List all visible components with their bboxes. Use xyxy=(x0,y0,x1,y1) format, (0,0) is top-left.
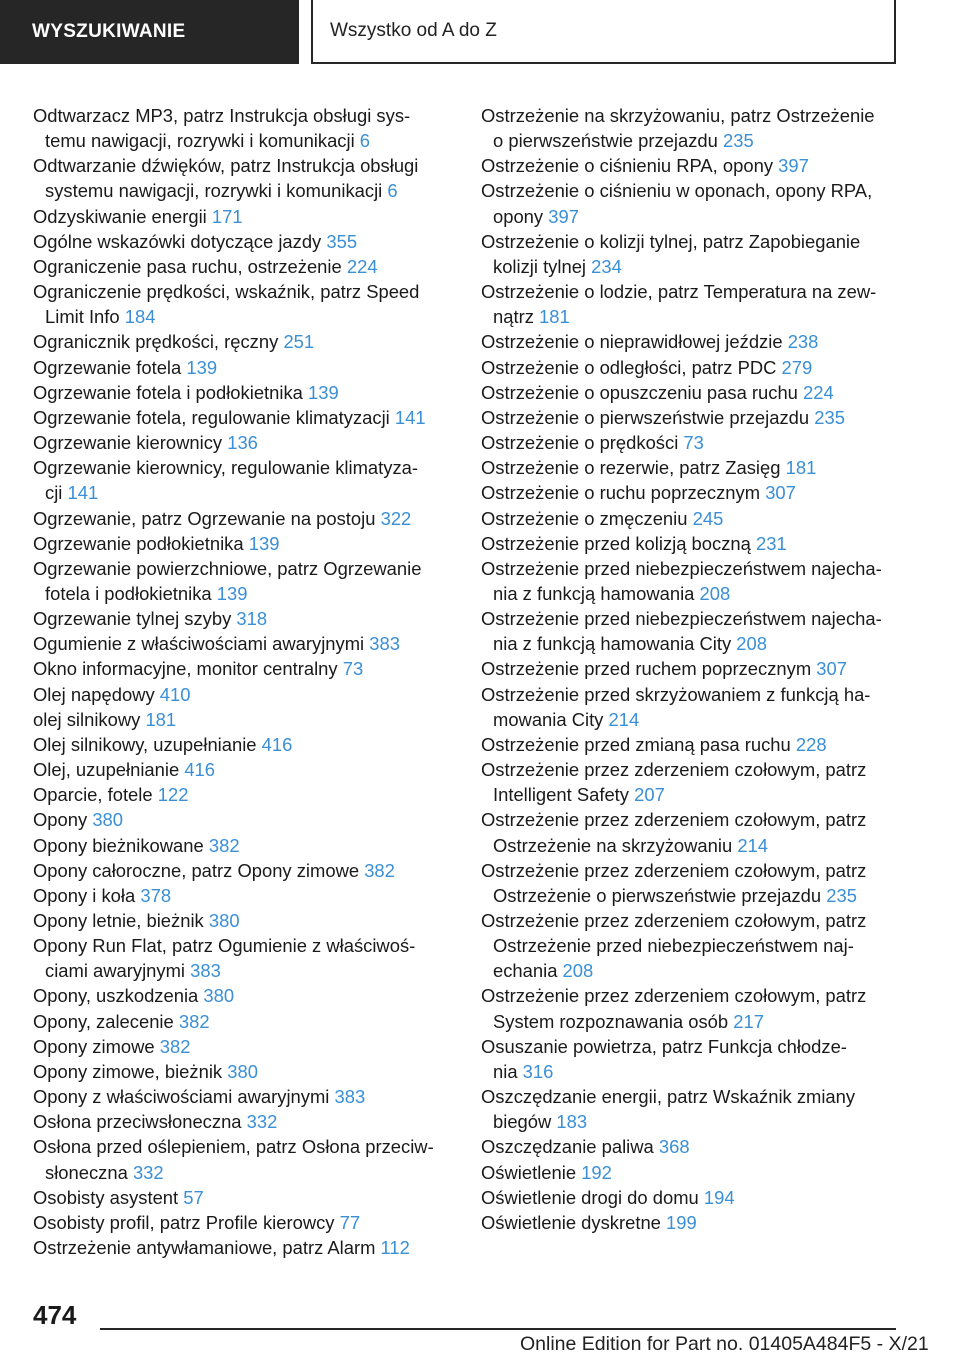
page-reference-link[interactable]: 208 xyxy=(736,633,767,655)
index-entry-text: Odtwarzacz MP3, patrz Instrukcja obsługi sys- xyxy=(33,105,411,126)
page-reference-link[interactable]: 181 xyxy=(145,708,177,730)
page-number: 474 xyxy=(33,1300,77,1330)
index-entry-text: Opony, zalecenie xyxy=(33,1010,174,1032)
page-reference-link[interactable]: 332 xyxy=(246,1111,278,1133)
index-entry-text: Ogrzewanie, patrz Ogrzewanie na postoju xyxy=(33,507,376,529)
index-entry-text: Ogrzewanie podłokietnika xyxy=(33,532,244,554)
page-reference-link[interactable]: 208 xyxy=(699,582,731,604)
index-entry-text: olej silnikowy xyxy=(33,708,141,730)
index-entry xyxy=(481,178,901,228)
index-entry-text: nia z funkcją hamowania xyxy=(493,582,695,604)
index-entry xyxy=(481,229,901,279)
index-entry-text: cji xyxy=(45,482,63,504)
page-reference-link[interactable]: 380 xyxy=(227,1060,258,1082)
page-reference-link[interactable]: 380 xyxy=(203,985,235,1007)
index-entry-text: Ostrzeżenie na skrzyżowaniu xyxy=(493,834,733,856)
page-reference-link[interactable]: 382 xyxy=(159,1035,191,1057)
page-reference-link[interactable]: 355 xyxy=(326,230,358,252)
page-reference-link[interactable]: 238 xyxy=(787,331,819,353)
index-entry-text: Osłona przed oślepieniem, patrz Osłona przeciw- xyxy=(33,1136,434,1158)
index-entry xyxy=(33,807,463,832)
index-entry-text: Odtwarzanie dźwięków, patrz Instrukcja obsługi xyxy=(33,155,419,177)
index-entry-text: nia z funkcją hamowania City xyxy=(493,633,732,655)
index-entry xyxy=(481,983,901,1033)
index-entry-text: Oświetlenie xyxy=(481,1161,577,1183)
index-entry xyxy=(33,405,463,430)
index-entry xyxy=(33,153,463,203)
page-reference-link[interactable]: 139 xyxy=(186,356,218,378)
index-entry-text: Opony i koła xyxy=(33,884,136,906)
index-entry xyxy=(481,103,901,153)
index-entry-text: Ostrzeżenie o prędkości xyxy=(481,432,679,454)
page-reference-link[interactable]: 245 xyxy=(692,507,724,529)
page-reference-link[interactable]: 397 xyxy=(548,205,579,227)
index-entry-text: nątrz xyxy=(493,306,534,328)
index-entry xyxy=(33,606,463,631)
page-reference-link[interactable]: 251 xyxy=(283,331,315,353)
page-reference-link[interactable]: 410 xyxy=(159,683,191,705)
index-entry-text: Opony xyxy=(33,809,88,831)
index-entry-text: echania xyxy=(493,960,558,982)
index-column-left xyxy=(33,103,463,1260)
index-entry xyxy=(481,480,901,505)
index-entry xyxy=(33,631,463,656)
page-reference-link[interactable]: 139 xyxy=(248,532,280,554)
page-reference-link[interactable]: 235 xyxy=(826,884,857,906)
page-reference-link[interactable]: 207 xyxy=(634,784,665,806)
page-reference-link[interactable]: 228 xyxy=(795,733,827,755)
index-entry-text: Opony letnie, bieżnik xyxy=(33,910,204,931)
index-entry-text: Ostrzeżenie przez zderzeniem czołowym, patrz xyxy=(481,809,867,831)
index-entry-text: Ostrzeżenie przez zderzeniem czołowym, patrz xyxy=(481,759,867,781)
index-column-right xyxy=(481,103,901,1235)
index-entry-text: Ogrzewanie powierzchniowe, patrz Ogrzewanie xyxy=(33,557,422,579)
index-entry xyxy=(481,329,901,354)
index-entry-text: Odzyskiwanie energii xyxy=(33,205,207,227)
page-reference-link[interactable]: 378 xyxy=(140,884,172,906)
index-entry-text: kolizji tylnej xyxy=(493,255,587,277)
tab-search-label: WYSZUKIWANIE xyxy=(32,21,186,42)
index-entry xyxy=(33,682,463,707)
index-entry xyxy=(33,1084,463,1109)
index-entry xyxy=(33,506,463,531)
index-entry xyxy=(481,1084,901,1134)
index-entry xyxy=(33,833,463,858)
index-entry-text: Oświetlenie drogi do domu xyxy=(481,1186,699,1208)
page-reference-link[interactable]: 171 xyxy=(211,205,243,227)
index-entry xyxy=(33,883,463,908)
index-entry xyxy=(481,380,901,405)
index-entry-text: Olej, uzupełnianie xyxy=(33,759,180,781)
index-entry-text: Okno informacyjne, monitor centralny xyxy=(33,658,338,680)
page-reference-link[interactable]: 141 xyxy=(394,406,426,428)
index-entry-text: Ostrzeżenie o ruchu poprzecznym xyxy=(481,482,761,504)
index-entry-text: biegów xyxy=(493,1111,552,1133)
page-reference-link[interactable]: 307 xyxy=(765,482,796,504)
page-reference-link[interactable]: 224 xyxy=(803,381,834,403)
page-reference-link[interactable]: 383 xyxy=(369,633,400,655)
index-entry xyxy=(481,606,901,656)
index-entry xyxy=(481,430,901,455)
page-reference-link[interactable]: 279 xyxy=(781,356,813,378)
index-entry xyxy=(33,782,463,807)
index-entry-text: Ostrzeżenie o pierwszeństwie przejazdu xyxy=(493,884,822,906)
index-entry xyxy=(481,908,901,983)
page-reference-link[interactable]: 382 xyxy=(178,1010,210,1032)
page-reference-link[interactable]: 380 xyxy=(208,910,240,931)
index-entry xyxy=(33,254,463,279)
page-reference-link[interactable]: 383 xyxy=(334,1086,366,1108)
page-reference-link[interactable]: 6 xyxy=(359,130,371,152)
page-reference-link[interactable]: 139 xyxy=(216,582,248,604)
index-entry-text: systemu nawigacji, rozrywki i komunikacji xyxy=(45,180,383,202)
page-reference-link[interactable]: 73 xyxy=(683,432,704,454)
index-entry xyxy=(481,279,901,329)
index-entry xyxy=(33,355,463,380)
index-entry-text: System rozpoznawania osób xyxy=(493,1010,729,1032)
index-entry-text: Ostrzeżenie na skrzyżowaniu, patrz Ostrzeżenie xyxy=(481,105,875,126)
index-entry-text: Ostrzeżenie o zmęczeniu xyxy=(481,507,688,529)
index-entry-text: mowania City xyxy=(493,708,604,730)
index-entry-text: Ogólne wskazówki dotyczące jazdy xyxy=(33,230,322,252)
page-reference-link[interactable]: 199 xyxy=(666,1211,697,1233)
page-reference-link[interactable]: 234 xyxy=(591,255,622,277)
index-entry-text: Ogumienie z właściwościami awaryjnymi xyxy=(33,633,365,655)
section-title-tab[interactable] xyxy=(311,0,896,64)
index-entry-text: Ostrzeżenie przez zderzeniem czołowym, patrz xyxy=(481,910,867,931)
index-entry-text: nia xyxy=(493,1060,518,1082)
index-entry-text: Osłona przeciwsłoneczna xyxy=(33,1111,242,1133)
index-entry xyxy=(33,103,463,153)
index-entry-text: Ogrzewanie kierownicy xyxy=(33,432,223,454)
index-entry-text: Ostrzeżenie przez zderzeniem czołowym, patrz xyxy=(481,859,867,881)
index-entry-text: Ostrzeżenie przed skrzyżowaniem z funkcją ha- xyxy=(481,683,871,705)
index-entry-text: temu nawigacji, rozrywki i komunikacji xyxy=(45,130,355,152)
index-entry-text: opony xyxy=(493,205,544,227)
index-entry xyxy=(33,1034,463,1059)
index-entry xyxy=(481,1160,901,1185)
page-reference-link[interactable]: 141 xyxy=(67,482,99,504)
page-reference-link[interactable]: 368 xyxy=(658,1136,690,1158)
page-reference-link[interactable]: 217 xyxy=(733,1010,764,1032)
page-reference-link[interactable]: 194 xyxy=(703,1186,735,1208)
page-reference-link[interactable]: 235 xyxy=(723,130,754,152)
page-reference-link[interactable]: 139 xyxy=(308,381,339,403)
tab-search[interactable] xyxy=(0,0,299,64)
page-reference-link[interactable]: 208 xyxy=(562,960,594,982)
index-entry xyxy=(33,229,463,254)
index-entry xyxy=(33,556,463,606)
index-entry xyxy=(481,1210,901,1235)
index-entry xyxy=(33,757,463,782)
index-entry xyxy=(481,405,901,430)
index-entry xyxy=(481,1034,901,1084)
page-reference-link[interactable]: 332 xyxy=(132,1161,164,1183)
index-entry-text: Opony zimowe, bieżnik xyxy=(33,1060,223,1082)
index-entry-text: Opony zimowe xyxy=(33,1035,155,1057)
index-entry-text: Osuszanie powietrza, patrz Funkcja chłodze- xyxy=(481,1035,847,1057)
page-reference-link[interactable]: 235 xyxy=(814,406,845,428)
index-entry xyxy=(33,1210,463,1235)
footer-divider xyxy=(100,1328,896,1330)
index-entry-text: Ostrzeżenie o ciśnieniu w oponach, opony RPA, xyxy=(481,180,873,202)
index-entry-text: Ostrzeżenie o lodzie, patrz Temperatura na zew- xyxy=(481,281,877,303)
index-entry xyxy=(481,656,901,681)
page-reference-link[interactable]: 77 xyxy=(339,1211,361,1233)
page-reference-link[interactable]: 416 xyxy=(184,759,216,781)
index-entry-text: Opony z właściwościami awaryjnymi xyxy=(33,1086,330,1108)
index-entry-text: Ostrzeżenie przed niebezpieczeństwem naj- xyxy=(493,935,854,957)
page-reference-link[interactable]: 57 xyxy=(183,1186,204,1208)
index-entry-text: Ostrzeżenie przed niebezpieczeństwem najecha- xyxy=(481,608,882,630)
index-entry xyxy=(33,380,463,405)
index-entry-text: Opony bieżnikowane xyxy=(33,834,204,856)
page-reference-link[interactable]: 307 xyxy=(816,658,847,680)
index-entry-text: Ostrzeżenie o kolizji tylnej, patrz Zapobieganie xyxy=(481,230,861,252)
index-entry xyxy=(481,153,901,178)
index-entry xyxy=(481,1134,901,1159)
index-entry xyxy=(33,455,463,505)
index-entry xyxy=(33,1009,463,1034)
index-entry-text: Oszczędzanie paliwa xyxy=(481,1136,654,1158)
page-reference-link[interactable]: 382 xyxy=(364,859,395,881)
index-entry xyxy=(33,707,463,732)
index-entry xyxy=(481,682,901,732)
index-entry-text: Ostrzeżenie o nieprawidłowej jeździe xyxy=(481,331,783,353)
index-entry-text: słoneczna xyxy=(45,1161,128,1183)
index-entry-text: Ostrzeżenie antywłamaniowe, patrz Alarm xyxy=(33,1237,376,1259)
section-title-label: Wszystko od A do Z xyxy=(330,20,497,41)
page-reference-link[interactable]: 214 xyxy=(608,708,640,730)
index-entry-text: o pierwszeństwie przejazdu xyxy=(493,130,718,152)
index-entry-text: Ogrzewanie kierownicy, regulowanie klimatyza- xyxy=(33,457,418,479)
page-reference-link[interactable]: 112 xyxy=(380,1237,410,1259)
index-entry xyxy=(33,908,463,933)
index-entry xyxy=(481,757,901,807)
index-entry xyxy=(481,732,901,757)
index-entry-text: Ograniczenie prędkości, wskaźnik, patrz Speed xyxy=(33,281,420,303)
index-entry xyxy=(33,732,463,757)
index-entry xyxy=(481,355,901,380)
index-entry-text: Ostrzeżenie przed ruchem poprzecznym xyxy=(481,658,812,680)
index-entry xyxy=(33,1185,463,1210)
page-reference-link[interactable]: 181 xyxy=(539,306,570,328)
index-entry xyxy=(33,1235,463,1260)
index-entry-text: Ogranicznik prędkości, ręczny xyxy=(33,331,279,353)
page-reference-link[interactable]: 397 xyxy=(778,155,809,177)
index-entry xyxy=(33,329,463,354)
index-entry xyxy=(481,1185,901,1210)
index-entry xyxy=(33,933,463,983)
page-reference-link[interactable]: 183 xyxy=(556,1111,588,1133)
page-header xyxy=(0,0,960,66)
index-entry-text: Ogrzewanie fotela, regulowanie klimatyzacji xyxy=(33,406,390,428)
index-entry-text: Ostrzeżenie o rezerwie, patrz Zasięg xyxy=(481,457,781,479)
index-entry xyxy=(33,430,463,455)
page-reference-link[interactable]: 224 xyxy=(346,255,378,277)
page-reference-link[interactable]: 181 xyxy=(785,457,817,479)
page-reference-link[interactable]: 416 xyxy=(261,733,293,755)
index-entry xyxy=(481,506,901,531)
index-entry xyxy=(33,1109,463,1134)
index-entry-text: Ostrzeżenie przed niebezpieczeństwem najecha- xyxy=(481,557,882,579)
index-entry xyxy=(33,531,463,556)
page-reference-link[interactable]: 316 xyxy=(522,1060,554,1082)
index-entry xyxy=(33,1134,463,1184)
page-reference-link[interactable]: 382 xyxy=(208,834,240,856)
index-entry xyxy=(33,279,463,329)
index-entry-text: Ostrzeżenie o pierwszeństwie przejazdu xyxy=(481,406,810,428)
index-entry-text: Oszczędzanie energii, patrz Wskaźnik zmiany xyxy=(481,1086,856,1108)
index-entry xyxy=(33,858,463,883)
index-entry-text: Olej napędowy xyxy=(33,683,155,705)
index-entry-text: Oświetlenie dyskretne xyxy=(481,1211,661,1233)
page-reference-link[interactable]: 73 xyxy=(342,658,364,680)
index-entry-text: Ostrzeżenie o odległości, patrz PDC xyxy=(481,356,777,378)
index-entry-text: Ogrzewanie tylnej szyby xyxy=(33,608,232,630)
page-reference-link[interactable]: 322 xyxy=(380,507,412,529)
page-reference-link[interactable]: 136 xyxy=(227,432,258,454)
page-reference-link[interactable]: 6 xyxy=(387,180,398,202)
page-reference-link[interactable]: 214 xyxy=(737,834,768,856)
index-entry-text: Limit Info xyxy=(45,306,120,328)
index-entry xyxy=(481,556,901,606)
index-entry xyxy=(481,807,901,857)
page-reference-link[interactable]: 383 xyxy=(190,960,221,982)
index-entry-text: Ostrzeżenie o opuszczeniu pasa ruchu xyxy=(481,381,798,403)
page-reference-link[interactable]: 192 xyxy=(581,1161,612,1183)
index-entry-text: Osobisty profil, patrz Profile kierowcy xyxy=(33,1211,335,1233)
footer-edition-text: Online Edition for Part no. 01405A484F5 - X/21 xyxy=(520,1333,929,1355)
index-entry-text: Opony, uszkodzenia xyxy=(33,985,199,1007)
page-reference-link[interactable]: 380 xyxy=(92,809,123,831)
index-entry-text: Ograniczenie pasa ruchu, ostrzeżenie xyxy=(33,255,342,277)
index-entry-text: Ostrzeżenie o ciśnieniu RPA, opony xyxy=(481,155,774,177)
index-entry-text: fotela i podłokietnika xyxy=(45,582,212,604)
page-reference-link[interactable]: 318 xyxy=(236,608,268,630)
index-entry-text: Ostrzeżenie przed zmianą pasa ruchu xyxy=(481,733,791,755)
page-reference-link[interactable]: 122 xyxy=(157,784,189,806)
index-entry xyxy=(33,1059,463,1084)
index-entry-text: Olej silnikowy, uzupełnianie xyxy=(33,733,257,755)
index-entry-text: Ogrzewanie fotela i podłokietnika xyxy=(33,381,303,403)
index-entry xyxy=(481,455,901,480)
index-entry xyxy=(481,531,901,556)
index-entry xyxy=(33,656,463,681)
index-entry-text: Opony Run Flat, patrz Ogumienie z właściwoś- xyxy=(33,935,416,957)
index-entry xyxy=(481,858,901,908)
index-entry-text: Intelligent Safety xyxy=(493,784,629,806)
page-reference-link[interactable]: 184 xyxy=(124,306,156,328)
index-entry-text: Opony całoroczne, patrz Opony zimowe xyxy=(33,859,360,881)
index-entry-text: ciami awaryjnymi xyxy=(45,960,185,982)
index-entry-text: Ogrzewanie fotela xyxy=(33,356,182,378)
index-entry-text: Ostrzeżenie przez zderzeniem czołowym, patrz xyxy=(481,985,867,1007)
index-entry xyxy=(33,204,463,229)
index-entry-text: Ostrzeżenie przed kolizją boczną xyxy=(481,532,751,554)
page-reference-link[interactable]: 231 xyxy=(756,532,787,554)
index-entry-text: Osobisty asystent xyxy=(33,1186,179,1208)
index-entry-text: Oparcie, fotele xyxy=(33,784,153,806)
index-entry xyxy=(33,983,463,1008)
